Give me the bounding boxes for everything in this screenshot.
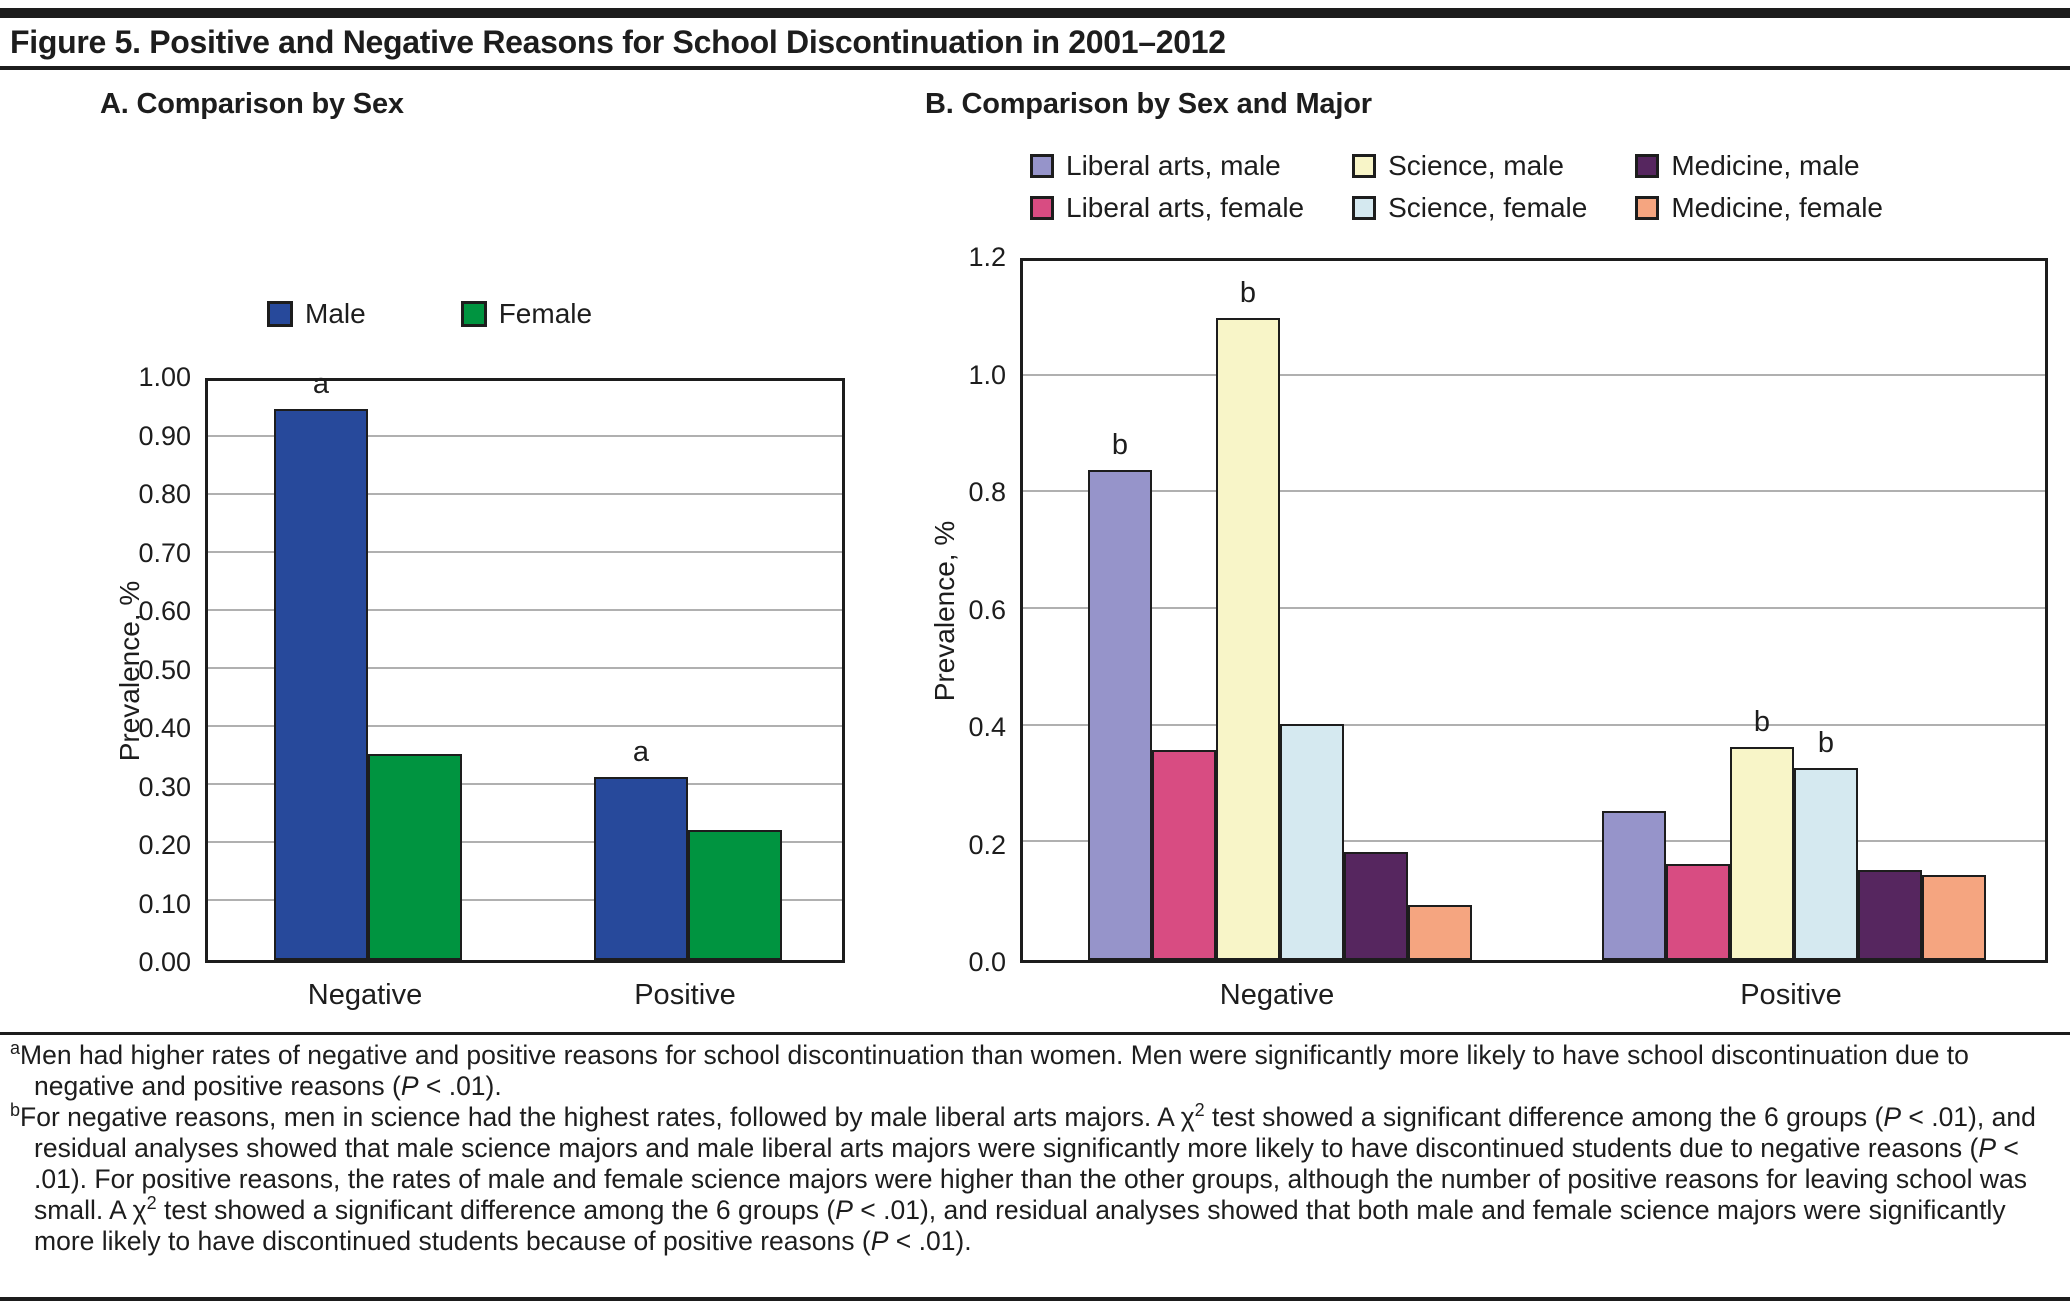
x-category-label: Positive — [1740, 979, 1842, 1011]
x-category-label: Negative — [307, 979, 423, 1011]
bar — [1280, 724, 1344, 960]
bar-annotation: a — [632, 736, 650, 769]
legend-color-swatch — [1635, 154, 1659, 178]
footnote-divider — [0, 1032, 2070, 1035]
bar — [1730, 747, 1794, 960]
legend-color-swatch — [267, 301, 293, 327]
legend-item — [1352, 150, 1587, 182]
bar — [1152, 750, 1216, 960]
bar — [1088, 470, 1152, 960]
panel-a-chart — [95, 362, 851, 1033]
y-tick-label: 1.00 — [138, 362, 191, 392]
bar-annotation: b — [1753, 706, 1771, 739]
bar — [274, 409, 368, 960]
legend-label: Male — [305, 298, 366, 329]
bar — [368, 754, 462, 960]
bar-annotation: b — [1239, 277, 1257, 310]
legend-label: Female — [498, 298, 593, 329]
title-divider — [0, 66, 2070, 70]
bar — [1922, 875, 1986, 960]
y-tick-label: 0.4 — [968, 712, 1006, 742]
y-tick-label: 0.60 — [138, 596, 191, 626]
footnote-b: $^b$For negative reasons, men in science had the highest rates, followed by male liberal arts majors. A $\chi^2$ test showed a significant difference among the 6 groups (P < .01), and residual analyses showed that male science majors and male liberal arts majors were significantly more likely to have discontinued students due to negative reasons (P < .01). For positive reasons, the rates of male and female science majors were higher than the other groups, although the number of positive reasons for leaving school was small. A $\chi^2$ test showed a significant difference among the 6 groups (P < .01), and residual analyses showed that both male and female science majors were significantly more likely to have discontinued students because of positive reasons (P < .01). — [10, 1100, 2036, 1256]
panel-a-title: A. Comparison by Sex — [100, 88, 404, 120]
gridline — [1023, 724, 2045, 726]
legend-item — [1030, 150, 1304, 182]
panel-b-chart — [929, 242, 2054, 1033]
legend-item — [1352, 192, 1587, 224]
bar — [1216, 318, 1280, 960]
legend-color-swatch — [461, 301, 487, 327]
bar — [688, 830, 782, 961]
gridline — [1023, 607, 2045, 609]
footnotes — [10, 1040, 2062, 1257]
panel-a-legend — [267, 298, 592, 330]
y-tick-label: 0.30 — [138, 771, 191, 802]
legend-item — [1635, 150, 1883, 182]
bar-annotation: a — [312, 368, 330, 400]
y-tick-label: 0.00 — [138, 947, 191, 977]
y-tick-label: 0.20 — [138, 830, 191, 860]
legend-color-swatch — [1030, 196, 1054, 220]
footnote-marker: b — [10, 1100, 21, 1121]
panel-b-title: B. Comparison by Sex and Major — [925, 88, 1372, 120]
bar — [1408, 905, 1472, 960]
legend-item — [461, 298, 592, 330]
bar — [1602, 811, 1666, 960]
y-tick-label: 0.90 — [138, 420, 191, 451]
y-tick-label: 0.8 — [968, 477, 1006, 507]
y-tick-label: 1.2 — [968, 242, 1006, 272]
footnote-marker: a — [10, 1038, 21, 1059]
figure-title: Figure 5. Positive and Negative Reasons for School Discontinuation in 2001–2012 — [10, 24, 1226, 60]
legend-label: Liberal arts, male — [1066, 150, 1281, 181]
bar-annotation: b — [1817, 726, 1835, 759]
y-axis-label: Prevalence, % — [114, 580, 145, 761]
gridline — [1023, 374, 2045, 376]
y-tick-label: 0.40 — [138, 713, 191, 743]
legend-label: Science, female — [1388, 192, 1588, 223]
bar-annotation: b — [1111, 429, 1129, 461]
bottom-rule — [0, 1297, 2070, 1301]
y-tick-label: 0.0 — [968, 947, 1006, 977]
y-tick-label: 0.2 — [968, 829, 1006, 860]
bar — [1858, 870, 1922, 960]
x-category-label: Negative — [1219, 979, 1335, 1011]
legend-item — [267, 298, 366, 330]
bar — [1794, 768, 1858, 961]
footnote-a: $^a$Men had higher rates of negative and positive reasons for school discontinuation than women. Men were significantly more likely to have school discontinuation due to negative and positive reasons (P < .01). — [10, 1038, 1969, 1101]
legend-label: Medicine, male — [1671, 150, 1860, 181]
legend-color-swatch — [1030, 154, 1054, 178]
x-category-label: Positive — [634, 979, 736, 1011]
y-tick-label: 1.0 — [968, 359, 1006, 390]
gridline — [1023, 490, 2045, 492]
y-tick-label: 0.70 — [138, 537, 191, 568]
bar — [1666, 864, 1730, 960]
legend-label: Science, male — [1388, 150, 1564, 181]
top-rule-bar — [0, 8, 2070, 18]
legend-color-swatch — [1352, 154, 1376, 178]
bar — [1344, 852, 1408, 960]
legend-label: Liberal arts, female — [1066, 192, 1305, 223]
y-tick-label: 0.50 — [138, 654, 191, 685]
legend-label: Medicine, female — [1671, 192, 1883, 223]
plot-area — [205, 368, 845, 963]
panel-b-legend — [1030, 150, 1883, 224]
legend-item — [1030, 192, 1304, 224]
bar — [594, 777, 688, 960]
legend-item — [1635, 192, 1883, 224]
y-axis-label: Prevalence, % — [929, 520, 960, 701]
legend-color-swatch — [1352, 196, 1376, 220]
y-tick-label: 0.80 — [138, 479, 191, 509]
y-tick-label: 0.10 — [138, 888, 191, 919]
plot-area — [1020, 258, 2048, 963]
legend-color-swatch — [1635, 196, 1659, 220]
y-tick-label: 0.6 — [968, 594, 1006, 625]
